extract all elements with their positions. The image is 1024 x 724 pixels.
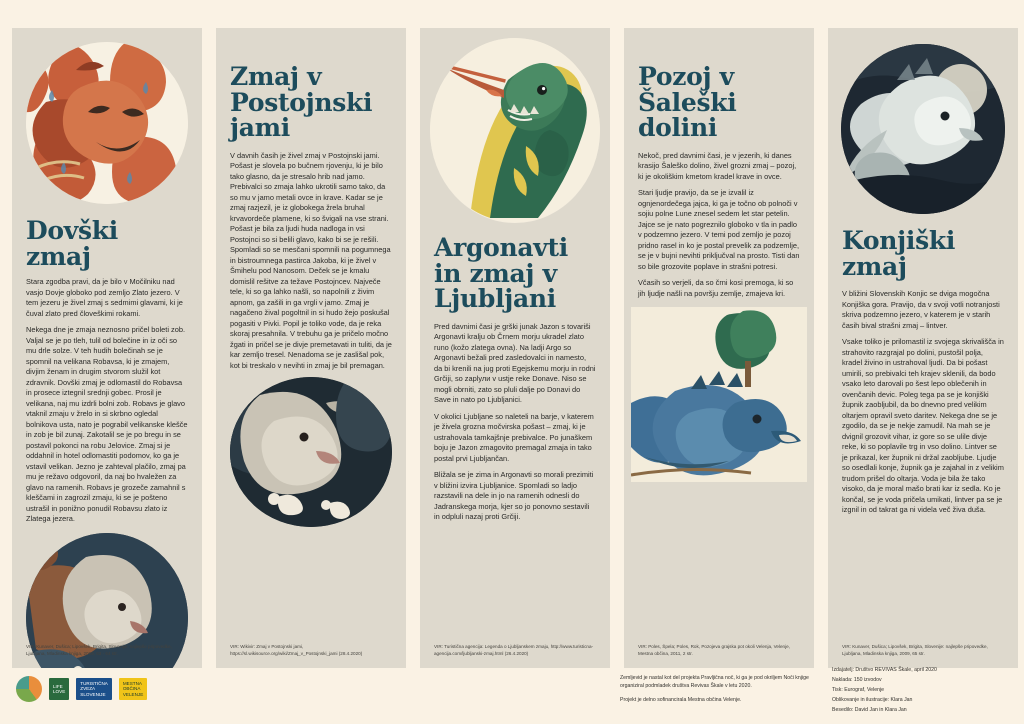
- panel-body-2: V davnih časih je živel zmaj v Postojnski jami. Pošast je slovela po bučnem rjovenju, ki je bilo tako glasno, da je stresalo hrib nad jamo. Prebivalci so zmaja lahko ukrotili samo tako, da so mu v jamo metali ovce in krave. Kadar se je zmaj razjezil, je iz globokega žrela bruhal krvavordeče plamene, ki so švigali na vse strani. Pošast je bila za ljudi huda nadloga in vsi Postojnci so si belili glavo, kako bi se je rešili. Spomladi so se mesčani spomnili na pogumnega in bistroumnega pastirca Jakoba, ki je živel v Šmihelu pod Nanosom. Deček se je kmalu domislil rešitve za težave Postojncev. Največe tele, ki so ga lahko našli, so napolnili z živim apnom, ga zašili in ga vrgli v jamo. Zmaj je nagačeno žival pogoltnil in si hudo žejo poskušal pogasiti v Pivki. Popil je toliko vode, da je reka skoraj presahnila. V trebuhu ga je pričelo močno žgati in pričel se je divje premetavati in tuliti, da je kar zemljo tresel. Nenadoma se je zaslišal pok, kot bi treskalo v nevihti in zmaj je bil premagan.: [230, 150, 392, 370]
- illustration-pozoj-bottom: [631, 307, 807, 482]
- tz-line3: SLOVENIJE: [80, 691, 106, 697]
- footer-logos: [16, 676, 147, 702]
- panel-body-4: Nekoč, pred davnimi časi, je v jezerih, ki danes krasijo Šaleško dolino, živel grozni zmaj – pozoj, ki je okoliškim kmetom kradel krave in ovce. Stari ljudje pravijo, da se je izvalil iz ognjenordečega jajca, ki ga je točno ob polnoči v sojiu polne Lune znesel sedem let star petelin. Jajce se je nato pogreznilo globoko v tla in padlo v podzemno jezero. V temi pod zemljo je pozoj pridno rasel in ko je postal prevelik za podzemlje, se je v bujni nevihti priključval na prosto. Tisti dan so bile grozovite poplave in strašni potresi. Včasih so verjeli, da so črni kosi premoga, ki so jih ljudje našli na površju zemlje, zmajeva kri.: [638, 150, 800, 298]
- panel-body-1: Stara zgodba pravi, da je bilo v Močilniku nad vasjo Dovje globoko pod zemljo Zlato jezero. V tem jezeru je živel zmaj s sedmimi glavami, ki je čuval zlato pred človeškimi rokami. Nekega dne je zmaja neznosno pričel boleti zob. Valjal se je po tleh, tulil od bolečine in iz oči so mu drle solze. V teh hudih bolečinah se je spomnil na velikana Robavsa, ki je zmajem, divjim ženam in drugim stvorom služil kot zdravnik. Dovški zmaj je odlomastil do Robavsa in prosece iztegnil srednji gobec. Prosil je velikana, naj mu izdrli bolni zob. Robavs je glavo vtaknil zmaju v žrelo in si skrbno ogledal bolnikova usta, nato je pograbil velikanske klešče in zob je bil zunaj. Zakotalil se je po bregu in se postavil pokonci na robu Jelovice. Zmaj si je oddahnil in hotel odlomastiti podomov, ko ga je vstavil velikan. Jezno je zahteval plačilo, zmaj pa mu je režavo odgovoril, da naj bo hvaležen za glavo na ramenih. Robavs je grozeče zamahnil s kleščami in zagrozil zmaju, ki se je pošteno ustrašil in ponižno ponudil Robavsu zlato iz Zlategа jezera.: [26, 277, 188, 524]
- footer-colophon: [832, 666, 1018, 716]
- life-logo: [16, 676, 42, 702]
- illustration-argonavti-top: [430, 38, 600, 223]
- panel-argonavti: [420, 28, 610, 668]
- life-love-logo: [49, 678, 69, 700]
- mov-line3: VELENJE: [122, 691, 144, 697]
- panel-title-1: Dovški zmaj: [26, 216, 118, 271]
- colophon-text: Besedilo: David Jan in Klara Jan: [832, 707, 907, 714]
- tz-line1: TURISTIČNA: [80, 681, 108, 687]
- illustration-konjiski-top: [841, 44, 1005, 214]
- life-logo-line2: LOVE: [53, 689, 66, 694]
- footer-project-note-line1: Zemljevid je nastal kot del projekta Pravljična noč, ki ga je pod okriljem Noči knjige organiziral podmladek društva Revivas Škale v letu 2020.: [620, 675, 809, 690]
- panel-body-3: Pred davnimi časi je grški junak Jazon s tovariši Argonavti kralju ob Črnem morju ukradel zlato runo (kožo zlatega ovna). Na ladji Argo so Argonavti bežali pred zasledovalci in namesto, da bi krenili na jug proti Egejskemu morju in rodni Grčiji, so zaplули v ustje reke Donave. Niso se mogli obrniti, zato so pluli dalje po Donavi do Save in nato po Ljubljanici. V okolici Ljubljane so naleteli na barje, v katerem je živela grozna močvirska pošast – zmaj, ki je ustrahovala tamkajšnje prebivalce. Po junaškem boju je Jazon zmagovito premagal zmaja in tako postal prvi Ljubljančan. Bližala se je zima in Argonavti so morali prezimiti v bližini izvira Ljubljanice. Spomladi so ladjo razstavili na dele in jo na ramenih odnesli do Jadranskega morja, kjer so jo ponovno sestavili in odpluli nazaj proti Grčiji.: [434, 321, 596, 522]
- panel-title-2: Zmaj v Postojnski jami: [230, 62, 373, 142]
- panel-credit-4: VIR: Poles, Špela; Poles, Rok, Pozojeva grajska pot okoli Velenja, Velenje, Mestna občina, 2011, 2 str.: [638, 644, 790, 657]
- mov-line2: OBČINA: [122, 686, 141, 692]
- panel-dovski-zmaj: [12, 28, 202, 668]
- colophon-print-run: Naklada: 150 izvodov: [832, 677, 882, 684]
- colophon-printer: Tisk: Eurograf, Velenje: [832, 687, 884, 694]
- turisticna-zveza-logo: [76, 678, 112, 700]
- illustration-dovski-zmaj-top: [26, 42, 188, 204]
- panel-credit-2: VIR: Wikivir: Zmaj v Postojnski jami, https://sl.wikisource.org/wiki/Zmaj_v_Postojnski_jami (28.4.2020): [230, 644, 363, 657]
- panel-zmaj-v-postojnski-jami: [216, 28, 406, 668]
- life-logo-icon: [16, 676, 42, 702]
- illustration-postojna-bottom: [230, 377, 392, 527]
- panel-pozoj: [624, 28, 814, 668]
- mov-line1: MESTNA: [122, 681, 142, 687]
- colophon-publisher: Izdajatelj: Društvo REVIVAS Škale, april 2020: [832, 667, 937, 673]
- footer-project-note-line2: Projekt je delno sofinancirala Mestna občina Velenje.: [620, 697, 742, 704]
- footer-project-note: [620, 674, 820, 710]
- panel-credit-3: VIR: Turistična agencija: Legenda o Ljubljanskem zmaju, http://www.turisticna-agencija.com/ljubljanski-zmaj.html (26.4.2020): [434, 644, 594, 657]
- panel-title-5: Konjiški zmaj: [842, 226, 956, 281]
- panel-konjiski-zmaj: [828, 28, 1018, 668]
- life-logo-line1: LIFE: [53, 683, 63, 689]
- panel-credit-1: VIR: Kunaver, Dušica; Lipovšek, Brigita, Slovenije: najlepše pripovedke, Ljubljana, Mladinska knjiga, 2009, 63 - 64 str.: [26, 644, 172, 657]
- panel-credit-5: VIR: Kunaver, Dušica; Lipovšek, Brigita, Slovenije: najlepše pripovedke, Ljubljana, Mladinska knjiga, 2009, 65 str.: [842, 644, 988, 657]
- obcina-velenje-logo: [119, 678, 147, 700]
- panel-title-4: Pozoj v Šaleški dolini: [638, 62, 737, 142]
- colophon-design: Oblikovanje in ilustracije: Klara Jan: [832, 697, 913, 704]
- panel-body-5: V bližini Slovenskih Konjic se dviga mogočna Konjiška gora. Pravijo, da v svoji votli notranjosti skriva podzemno jezero, v katerem je v starih časih bival strašni zmaj – lintver. Vsake toliko je prilomastil iz svojega skrivališča in strahovito razgrajal po dolini, pustošil polja, kradel živino in ustrahoval ljudi. Da bi pošast umirili, so prebivalci teh krajev sklenili, da bodo vsako leto darovali po šest lepo oblečenih in ovenčanih devic. Poleg tega pa se je konjiški župnik zaobljubil, da bo dnevno pred velikim oltarjem opravil sveto daritev. Nekega dne se je zgodilo, da se je nekje zamudil. Na mah se je dvignil grozovit vihar, iz gore so se ulile divje reke, ki so poplavile trg in vso dolino. Lintver se je prikazal, ker župnik ni držal zaobljube. Ljudje so osedlali konje, župnik ga je zajahal in z velikim trudom prišel do oltarja. Voda je bila že tako visoko, da je moral mašo brati kar iz sedla. Ko je končal, se je voda pričela umikati, lintver pa se je izgnil in od takrat ga ni videla več živa duša.: [842, 289, 1004, 515]
- tz-line2: ZVEZA: [80, 686, 96, 692]
- panel-title-3: Argonavti in zmaj v Ljubljani: [434, 233, 568, 313]
